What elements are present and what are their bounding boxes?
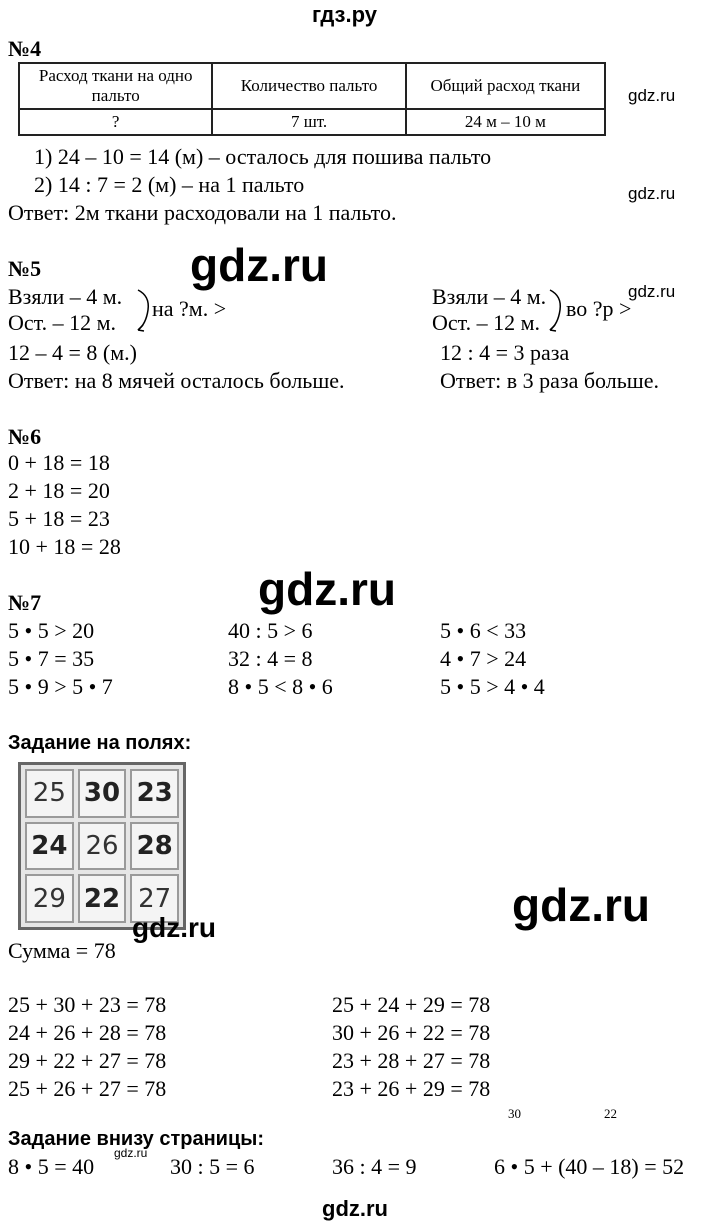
margin-equation: 23 + 28 + 27 = 78 [332, 1048, 491, 1073]
watermark: gdz.ru [114, 1146, 148, 1160]
margin-equation: 25 + 24 + 29 = 78 [332, 992, 491, 1017]
watermark: gdz.ru [258, 563, 396, 615]
task5-left-calc: 12 – 4 = 8 (м.) [8, 340, 137, 365]
task4-step: 1) 24 – 10 = 14 (м) – осталось для пошива пальто [34, 144, 492, 169]
task7-expr: 5 • 9 > 5 • 7 [8, 674, 113, 699]
margin-equation: 25 + 30 + 23 = 78 [8, 992, 167, 1017]
task7-expr: 5 • 7 = 35 [8, 646, 95, 671]
bottom-equation: 6 • 5 + (40 – 18) = 52 [494, 1154, 685, 1179]
number-grid [18, 762, 186, 930]
watermark: gdz.ru [132, 912, 216, 943]
watermark: gdz.ru [628, 86, 676, 105]
task4-title: №4 [8, 36, 42, 61]
task4-answer: Ответ: 2м ткани расходовали на 1 пальто. [8, 200, 397, 225]
task7-expr: 5 • 5 > 4 • 4 [440, 674, 545, 699]
task6-line: 0 + 18 = 18 [8, 450, 110, 475]
watermark: gdz.ru [322, 1196, 388, 1221]
margin-equation: 23 + 26 + 29 = 78 [332, 1076, 491, 1101]
watermark: gdz.ru [628, 282, 676, 301]
watermark: gdz.ru [628, 184, 676, 203]
grid-cell: 30 [78, 769, 127, 818]
grid-cell: 29 [25, 874, 74, 923]
task7-expr: 8 • 5 < 8 • 6 [228, 674, 333, 699]
task5-left-question: на ?м. > [152, 296, 227, 321]
task7-expr: 5 • 5 > 20 [8, 618, 95, 643]
task6-line: 2 + 18 = 20 [8, 478, 110, 503]
task7-expr: 32 : 4 = 8 [228, 646, 313, 671]
task7-expr: 4 • 7 > 24 [440, 646, 527, 671]
bottom-task-title: Задание внизу страницы: [8, 1128, 264, 1150]
watermark: gdz.ru [190, 239, 328, 291]
margin-equation: 29 + 22 + 27 = 78 [8, 1048, 167, 1073]
task7-expr: 40 : 5 > 6 [228, 618, 313, 643]
task5-title: №5 [8, 256, 42, 281]
grid-cell: 23 [130, 769, 179, 818]
margin-equation: 30 + 26 + 22 = 78 [332, 1020, 491, 1045]
grid-cell: 25 [25, 769, 74, 818]
sum-label: Сумма = 78 [8, 938, 116, 963]
task6-line: 10 + 18 = 28 [8, 534, 121, 559]
bottom-equation: 30 : 5 = 6 [170, 1154, 255, 1179]
table-header-cell: Общий расход ткани [406, 63, 605, 109]
task6-title: №6 [8, 424, 42, 449]
grid-cell: 24 [25, 822, 74, 871]
watermark: gdz.ru [512, 879, 650, 931]
bottom-equation: 8 • 5 = 40 [8, 1154, 95, 1179]
grid-cell: 27 [130, 874, 179, 923]
task6-line: 5 + 18 = 23 [8, 506, 110, 531]
bracket-arrow-icon [546, 286, 566, 334]
task5-left-answer: Ответ: на 8 мячей осталось больше. [8, 368, 345, 393]
table-header-cell: Количество пальто [212, 63, 405, 109]
task4-table [18, 62, 606, 136]
margin-equation: 25 + 26 + 27 = 78 [8, 1076, 167, 1101]
table-header-row [19, 63, 605, 109]
task5-right-calc: 12 : 4 = 3 раза [440, 340, 570, 365]
table-cell: ? [19, 109, 212, 135]
task7-title: №7 [8, 590, 42, 615]
margin-equation: 24 + 26 + 28 = 78 [8, 1020, 167, 1045]
table-header-cell: Расход ткани на одно пальто [19, 63, 212, 109]
grid-cell: 26 [78, 822, 127, 871]
table-cell: 24 м – 10 м [406, 109, 605, 135]
bottom-equation: 36 : 4 = 9 [332, 1154, 417, 1179]
task5-left-line1: Взяли – 4 м. [8, 284, 123, 309]
small-number: 22 [604, 1106, 617, 1121]
margin-task-title: Задание на полях: [8, 732, 192, 754]
small-number: 30 [508, 1106, 521, 1121]
task5-right-line2: Ост. – 12 м. [432, 310, 541, 335]
task5-right-answer: Ответ: в 3 раза больше. [440, 368, 659, 393]
task5-left-line2: Ост. – 12 м. [8, 310, 117, 335]
task4-step: 2) 14 : 7 = 2 (м) – на 1 пальто [34, 172, 305, 197]
site-header: гдз.ру [312, 2, 377, 27]
grid-cell: 22 [78, 874, 127, 923]
table-row [19, 109, 605, 135]
bracket-arrow-icon [134, 286, 154, 334]
task5-right-line1: Взяли – 4 м. [432, 284, 547, 309]
table-cell: 7 шт. [212, 109, 405, 135]
task5-right-question: во ?р > [566, 296, 632, 321]
grid-cell: 28 [130, 822, 179, 871]
task7-expr: 5 • 6 < 33 [440, 618, 527, 643]
